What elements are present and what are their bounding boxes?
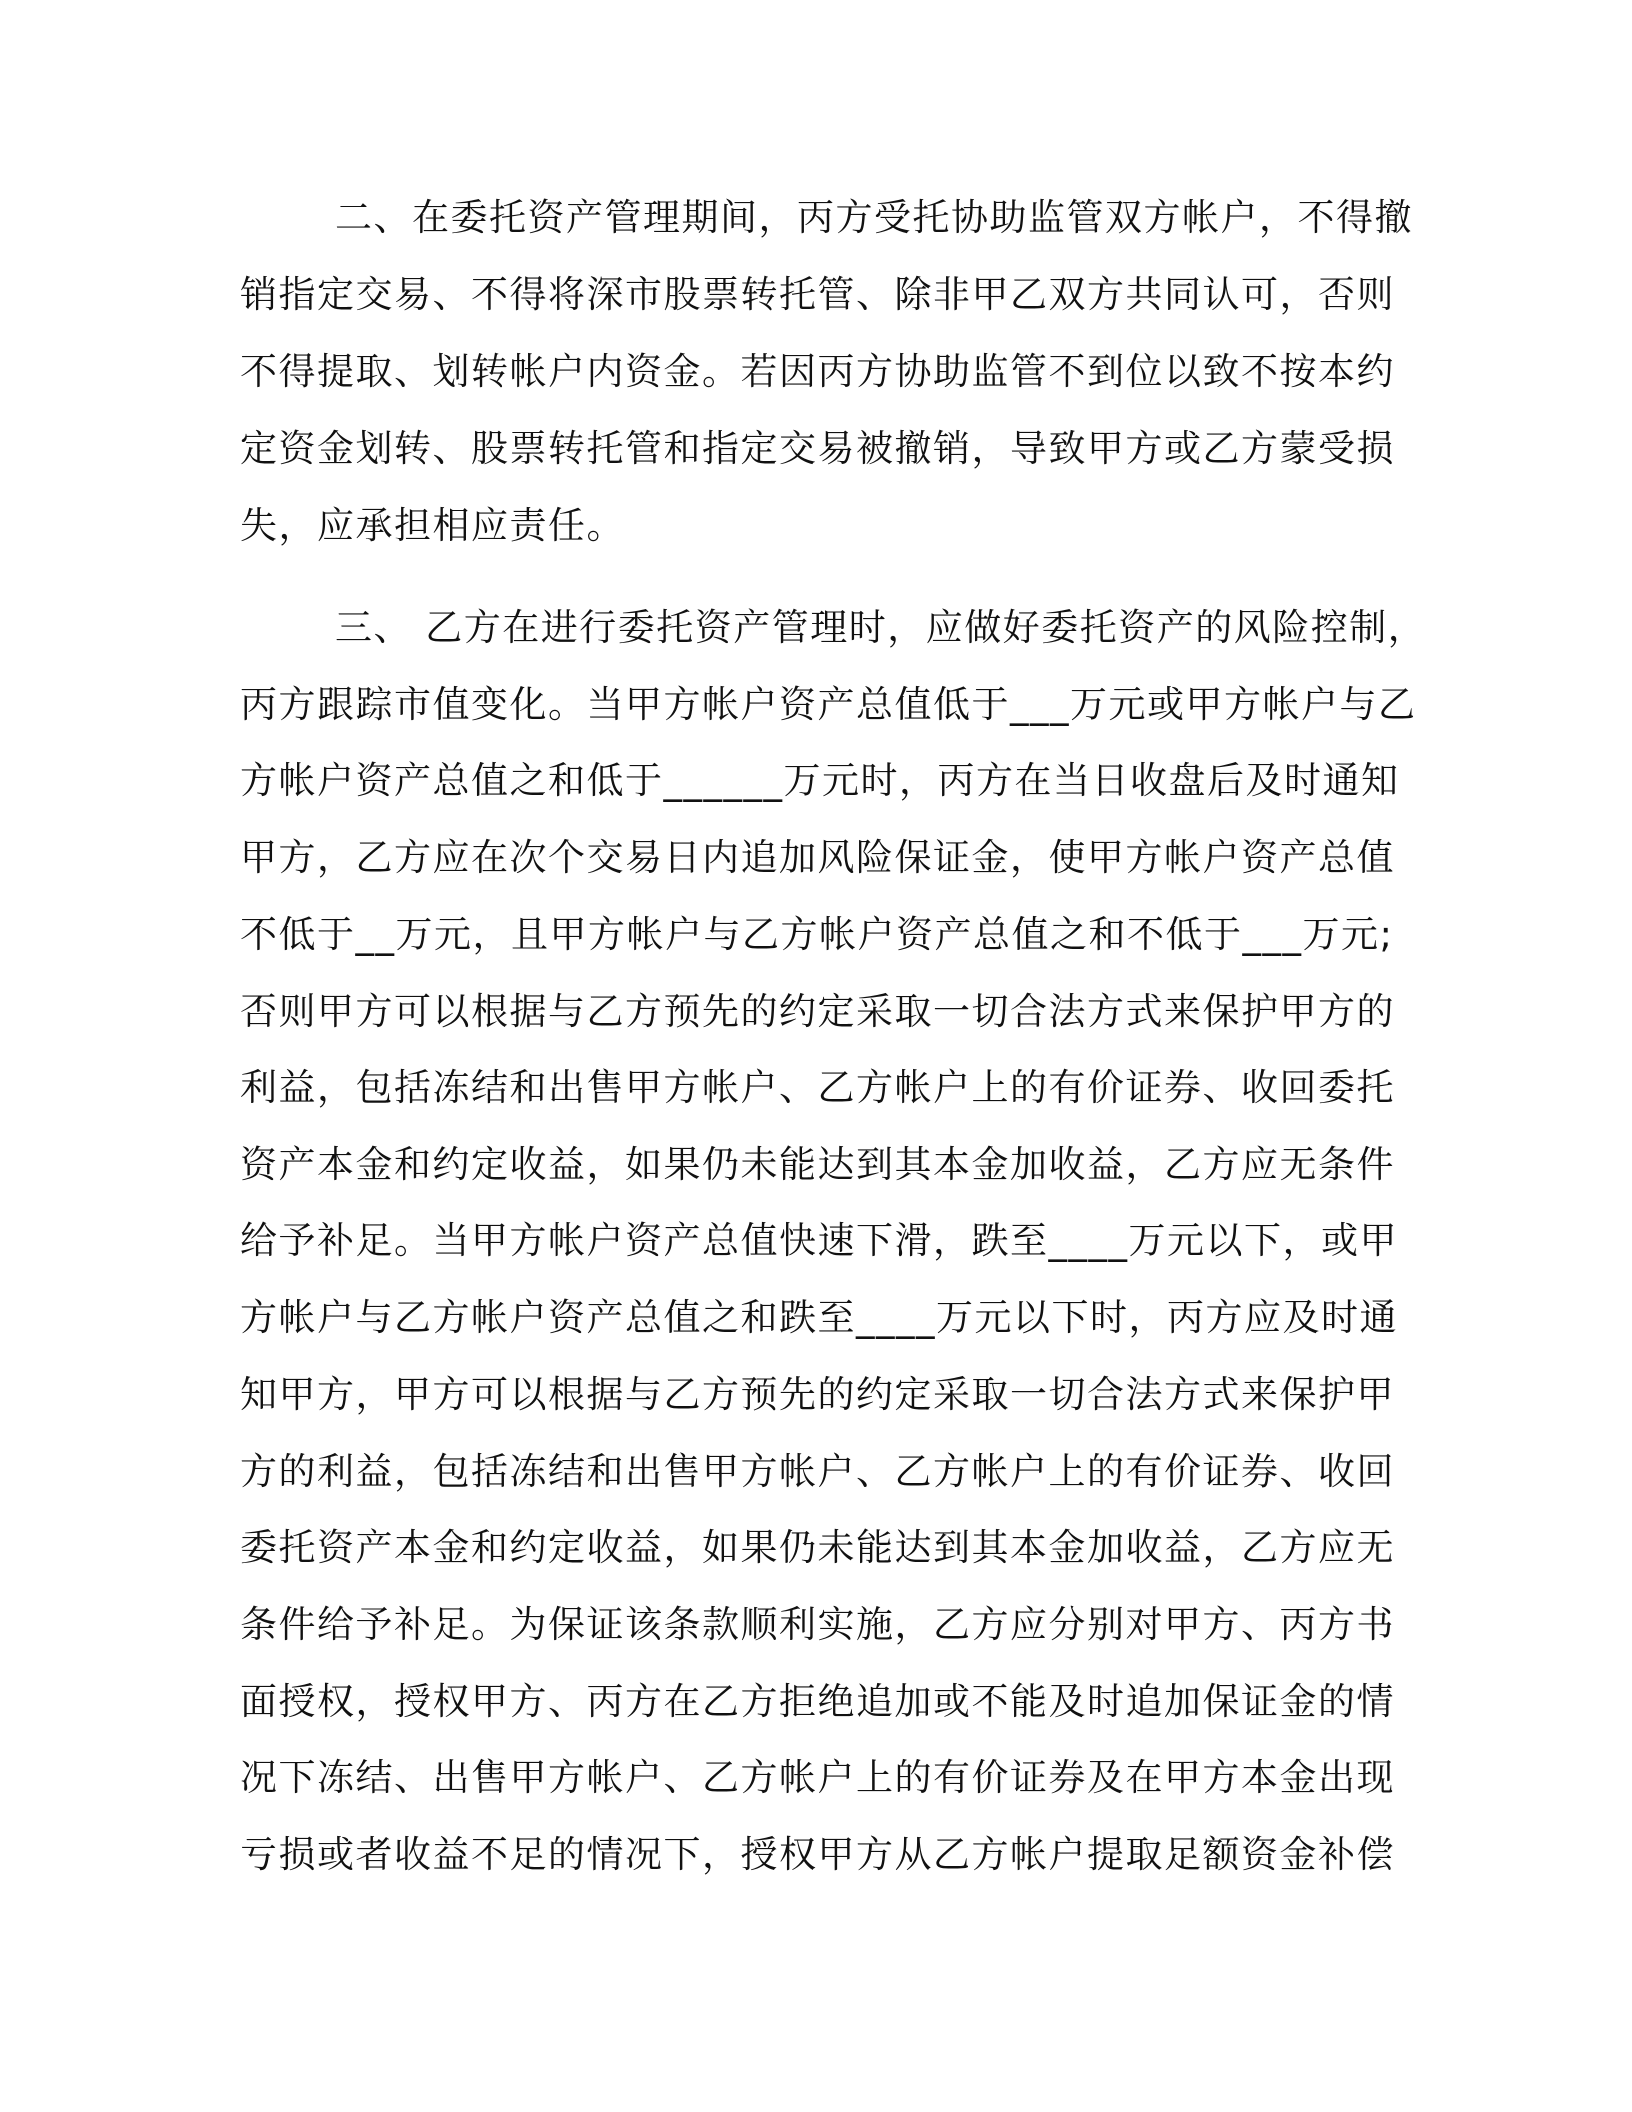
paragraph-1-line-1: 二、在委托资产管理期间，丙方受托协助监管双方帐户，不得撤 (335, 196, 1413, 239)
paragraph-2-line-16: 况下冻结、出售甲方帐户、乙方帐户上的有价证券及在甲方本金出现 (240, 1756, 1395, 1799)
paragraph-2-line-4: 甲方，乙方应在次个交易日内追加风险保证金，使甲方帐户资产总值 (240, 836, 1395, 879)
paragraph-1-line-2: 销指定交易、不得将深市股票转托管、除非甲乙双方共同认可，否则 (240, 273, 1395, 316)
paragraph-2-line-9: 给予补足。当甲方帐户资产总值快速下滑，跌至____万元以下，或甲 (240, 1219, 1398, 1262)
paragraph-2-line-5: 不低于__万元，且甲方帐户与乙方帐户资产总值之和不低于___万元; (240, 913, 1394, 956)
paragraph-2-line-1: 三、 乙方在进行委托资产管理时，应做好委托资产的风险控制， (335, 606, 1427, 649)
paragraph-2-line-7: 利益，包括冻结和出售甲方帐户、乙方帐户上的有价证券、收回委托 (240, 1066, 1395, 1109)
paragraph-2-line-15: 面授权，授权甲方、丙方在乙方拒绝追加或不能及时追加保证金的情 (240, 1680, 1395, 1723)
paragraph-1-line-4: 定资金划转、股票转托管和指定交易被撤销，导致甲方或乙方蒙受损 (240, 427, 1395, 470)
paragraph-2-line-2: 丙方跟踪市值变化。当甲方帐户资产总值低于___万元或甲方帐户与乙 (240, 683, 1417, 726)
paragraph-2-line-12: 方的利益，包括冻结和出售甲方帐户、乙方帐户上的有价证券、收回 (240, 1450, 1395, 1493)
paragraph-2-line-3: 方帐户资产总值之和低于______万元时，丙方在当日收盘后及时通知 (240, 759, 1400, 802)
paragraph-2-line-8: 资产本金和约定收益，如果仍未能达到其本金加收益，乙方应无条件 (240, 1143, 1395, 1186)
paragraph-2-line-11: 知甲方，甲方可以根据与乙方预先的约定采取一切合法方式来保护甲 (240, 1373, 1395, 1416)
paragraph-2-line-6: 否则甲方可以根据与乙方预先的约定采取一切合法方式来保护甲方的 (240, 990, 1395, 1033)
paragraph-1-line-5: 失，应承担相应责任。 (240, 504, 625, 547)
paragraph-1-line-3: 不得提取、划转帐户内资金。若因丙方协助监管不到位以致不按本约 (240, 350, 1395, 393)
paragraph-2-line-14: 条件给予补足。为保证该条款顺利实施，乙方应分别对甲方、丙方书 (240, 1603, 1395, 1646)
paragraph-2-line-10: 方帐户与乙方帐户资产总值之和跌至____万元以下时，丙方应及时通 (240, 1296, 1398, 1339)
paragraph-2-line-13: 委托资产本金和约定收益，如果仍未能达到其本金加收益，乙方应无 (240, 1526, 1395, 1569)
paragraph-2-line-17: 亏损或者收益不足的情况下，授权甲方从乙方帐户提取足额资金补偿 (240, 1833, 1395, 1876)
